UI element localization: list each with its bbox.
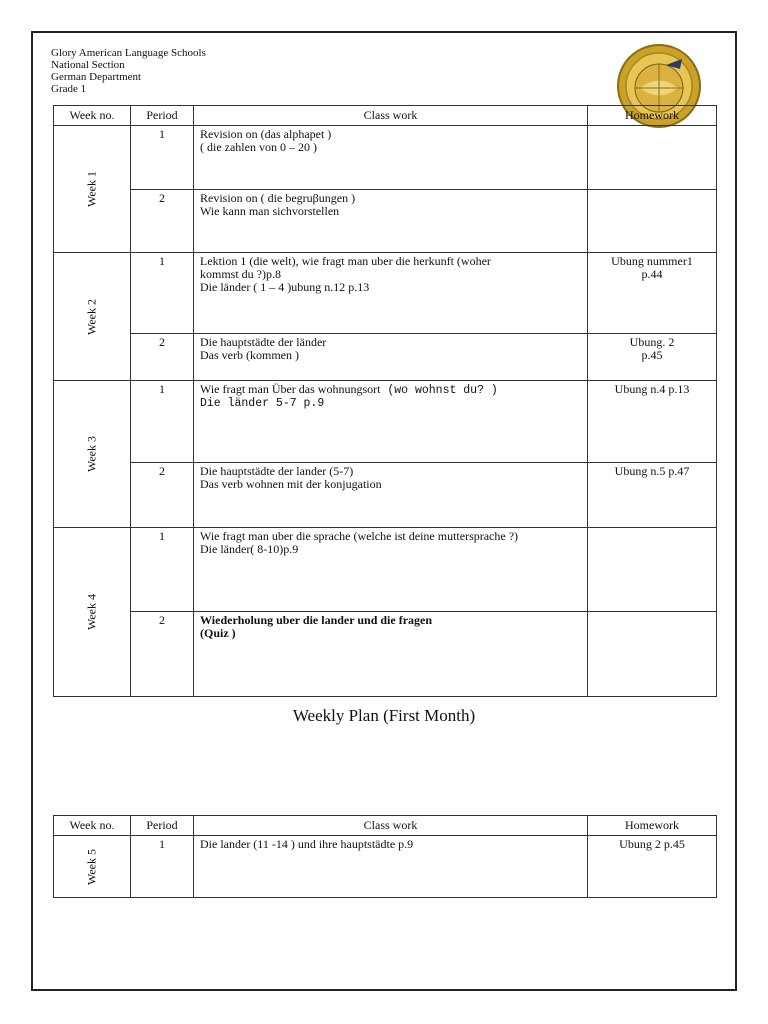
table-row <box>54 190 717 253</box>
homework-line: p.44 <box>641 267 663 281</box>
classwork-line: Die hauptstädte der lander (5-7) <box>200 464 354 478</box>
classwork-line: Revision on (das alphapet ) <box>200 127 332 141</box>
classwork-line: kommst du ?)p.8 <box>200 267 281 281</box>
homework-cell <box>588 253 717 334</box>
period-cell: 1 <box>131 126 194 190</box>
grade-label: Grade 1 <box>51 83 87 95</box>
table-row <box>54 126 717 190</box>
classwork-cell <box>194 528 588 612</box>
classwork-bold-line: (Quiz ) <box>200 626 236 640</box>
column-header-homework: Homework <box>588 816 717 836</box>
column-header-classwork: Class work <box>194 816 588 836</box>
table-row <box>54 612 717 697</box>
homework-line: Ubung n.5 p.47 <box>614 464 690 478</box>
table-row <box>54 253 717 334</box>
classwork-cell <box>194 253 588 334</box>
column-header-week: Week no. <box>54 106 131 126</box>
classwork-line: Die lander (11 -14 ) und ihre hauptstädte p.9 <box>200 837 414 851</box>
homework-cell <box>588 528 717 612</box>
table-row <box>54 836 717 898</box>
classwork-line: Revision on ( die begruβungen ) <box>200 191 356 205</box>
period-cell: 1 <box>131 381 194 463</box>
classwork-line <box>200 383 581 397</box>
column-header-period: Period <box>131 106 194 126</box>
homework-line: Ubung. 2 <box>629 335 675 349</box>
table-row <box>54 463 717 528</box>
homework-cell <box>588 381 717 463</box>
classwork-cell <box>194 463 588 528</box>
table-header-row <box>54 816 717 836</box>
period-cell: 2 <box>131 334 194 381</box>
homework-cell <box>588 334 717 381</box>
homework-line: Ubung 2 p.45 <box>619 837 685 851</box>
homework-cell <box>588 190 717 253</box>
homework-line: p.45 <box>641 348 663 362</box>
classwork-cell <box>194 126 588 190</box>
classwork-line: Lektion 1 (die welt), wie fragt man uber die herkunft (woher <box>200 254 491 268</box>
week-label: Week 4 <box>84 593 99 631</box>
table-row <box>54 528 717 612</box>
homework-cell <box>588 612 717 697</box>
classwork-line: Die hauptstädte der länder <box>200 335 327 349</box>
classwork-cell <box>194 612 588 697</box>
week-cell <box>54 528 131 697</box>
period-cell: 2 <box>131 190 194 253</box>
section-name: National Section <box>51 59 125 71</box>
classwork-text: Wie fragt man Über das wohnungsort <box>200 382 381 396</box>
homework-line: Ubung n.4 p.13 <box>614 382 690 396</box>
school-name: Glory American Language Schools <box>51 47 206 59</box>
column-header-homework: Homework <box>588 106 717 126</box>
school-header <box>51 47 206 95</box>
homework-cell <box>588 463 717 528</box>
period-cell: 1 <box>131 836 194 898</box>
department-name: German Department <box>51 71 142 83</box>
week-cell <box>54 126 131 253</box>
classwork-cell <box>194 381 588 463</box>
classwork-line: ( die zahlen von 0 – 20 ) <box>200 140 317 154</box>
classwork-bold-line: Wiederholung uber die lander und die fragen <box>200 613 433 627</box>
table-row <box>54 334 717 381</box>
week-cell <box>54 253 131 381</box>
week-label: Week 1 <box>84 170 99 208</box>
table-header-row <box>54 106 717 126</box>
week-label: Week 3 <box>84 435 99 473</box>
period-cell: 2 <box>131 612 194 697</box>
week-cell <box>54 381 131 528</box>
classwork-line: Das verb (kommen ) <box>200 348 299 362</box>
weekly-plan-table-week5 <box>53 815 717 898</box>
classwork-cell <box>194 334 588 381</box>
classwork-line: Wie kann man sichvorstellen <box>200 204 340 218</box>
week-cell <box>54 836 131 898</box>
classwork-cell <box>194 836 588 898</box>
classwork-mono-text: (wo wohnst du? ) <box>380 384 498 397</box>
week-label: Week 5 <box>84 848 99 885</box>
classwork-line: Die länder( 8-10)p.9 <box>200 542 299 556</box>
classwork-cell <box>194 190 588 253</box>
period-cell: 2 <box>131 463 194 528</box>
weekly-plan-table-first-month <box>53 105 717 697</box>
column-header-week: Week no. <box>54 816 131 836</box>
classwork-line: Wie fragt man uber die sprache (welche ist deine muttersprache ?) <box>200 529 519 543</box>
period-cell: 1 <box>131 253 194 334</box>
table-row <box>54 381 717 463</box>
classwork-line: Die länder ( 1 – 4 )ubung n.12 p.13 <box>200 280 370 294</box>
homework-cell <box>588 836 717 898</box>
period-cell: 1 <box>131 528 194 612</box>
week-label: Week 2 <box>84 298 99 335</box>
classwork-line: Das verb wohnen mit der konjugation <box>200 477 382 491</box>
column-header-classwork: Class work <box>194 106 588 126</box>
homework-line: Ubung nummer1 <box>611 254 693 268</box>
homework-cell <box>588 126 717 190</box>
column-header-period: Period <box>131 816 194 836</box>
table-caption: Weekly Plan (First Month) <box>292 706 476 725</box>
classwork-mono-line: Die länder 5-7 p.9 <box>200 397 325 410</box>
